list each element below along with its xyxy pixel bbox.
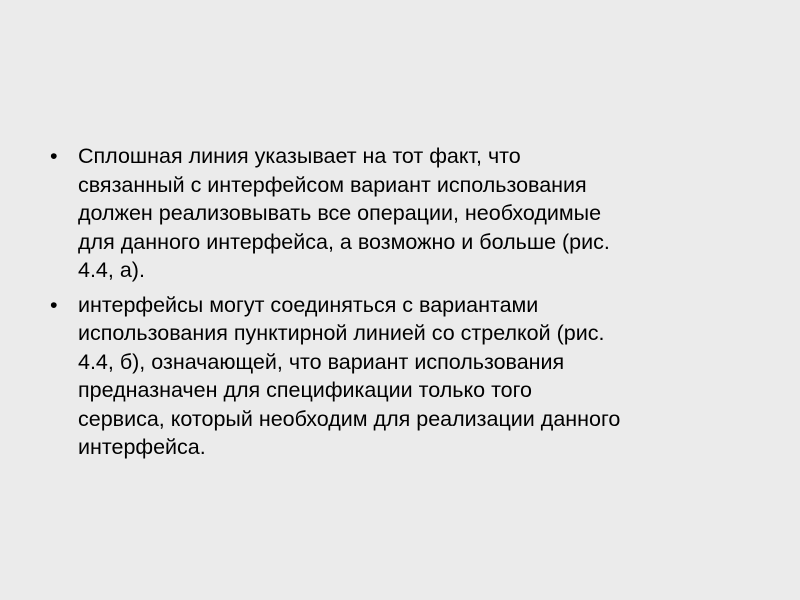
bullet-line: использования пунктирной линией со стрелкой (рис. [78,321,605,345]
bullet-text [78,291,774,462]
bullet-line: 4.4, б), означающей, что вариант использования [78,349,565,374]
bullet-line: сервиса, который необходим для реализации данного [78,406,621,431]
bullet-line: связанный с интерфейсом вариант использования [78,172,587,197]
bullet-line: предназначен для спецификации только того [78,378,532,402]
bullet-list [44,142,774,462]
bullet-line: для данного интерфейса, а возможно и больше (рис. [78,229,610,254]
slide-body [44,142,774,468]
bullet-item-dashed-line [44,291,774,462]
bullet-marker-icon: • [50,144,58,168]
bullet-line: Сплошная линия указывает на тот факт, что [78,144,521,168]
bullet-line: интерфейсы могут соединяться с вариантами [78,292,539,317]
bullet-marker-icon: • [50,292,58,317]
bullet-item-solid-line [44,142,774,285]
bullet-line: 4.4, а). [78,258,145,282]
bullet-text [78,142,774,285]
bullet-line: должен реализовывать все операции, необходимые [78,201,602,225]
bullet-line: интерфейса. [78,435,206,459]
